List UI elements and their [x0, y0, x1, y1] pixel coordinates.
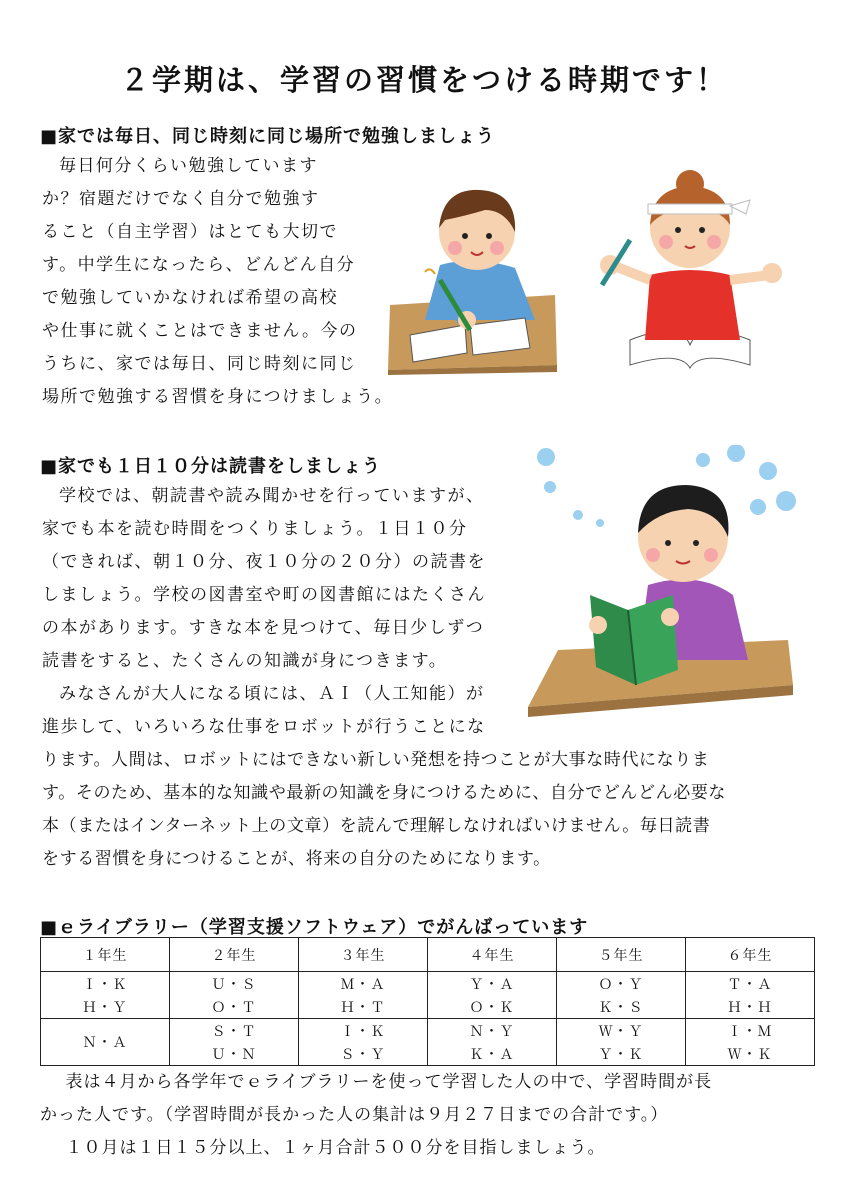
grade-header: ３年生 — [299, 938, 428, 972]
section2-line: 進歩して、いろいろな仕事をロボットが行うことにな — [42, 717, 486, 737]
table-cell: Ｕ・Ｎ — [170, 1042, 299, 1066]
october-goal-note: １０月は１日１５分以上、１ヶ月合計５００分を目指しましょう。 — [65, 1138, 606, 1158]
table-cell: Ｋ・Ｓ — [557, 995, 686, 1019]
table-row — [41, 972, 815, 996]
section1-line: か？宿題だけでなく自分で勉強す — [42, 189, 320, 209]
section2-line: みなさんが大人になる頃には、ＡＩ（人工知能）が — [59, 684, 485, 704]
table-cell: Ｙ・Ｋ — [557, 1042, 686, 1066]
grade-header: ５年生 — [557, 938, 686, 972]
section3-heading: ■ｅライブラリー（学習支援ソフトウェア）でがんばっています — [40, 917, 589, 938]
table-cell: Ｗ・Ｋ — [686, 1042, 815, 1066]
table-cell: Ｈ・Ｔ — [299, 995, 428, 1019]
table-cell: Ｉ・Ｍ — [686, 1019, 815, 1043]
section1-line: す。中学生になったら、どんどん自分 — [42, 255, 356, 275]
section1-body — [42, 150, 392, 414]
section2-line: （できれば、朝１０分、夜１０分の２０分）の読書を — [42, 552, 486, 572]
table-cell: Ｋ・Ａ — [428, 1042, 557, 1066]
table-cell: Ｏ・Ｙ — [557, 972, 686, 996]
table-cell: Ｔ・Ａ — [686, 972, 815, 996]
table-cell: Ｈ・Ｈ — [686, 995, 815, 1019]
section2-line: 学校では、朝読書や読み聞かせを行っていますが、 — [59, 486, 485, 506]
section1-line: で勉強していかなければ希望の高校 — [42, 288, 338, 308]
boy-studying-illustration — [385, 170, 560, 375]
section2-body-wide — [42, 744, 832, 876]
section2-line: ります。人間は、ロボットにはできない新しい発想を持つことが大事な時代になりま — [42, 750, 710, 770]
boy-reading-illustration — [528, 445, 808, 725]
section1-line: 場所で勉強する習慣を身につけましょう。 — [42, 387, 394, 407]
section2-line: 家でも本を読む時間をつくりましょう。１日１０分 — [42, 519, 468, 539]
table-cell: Ｓ・Ｔ — [170, 1019, 299, 1043]
table-note-2: かった人です。（学習時間が長かった人の集計は９月２７日までの合計です。） — [40, 1105, 669, 1125]
section1-line: うちに、家では毎日、同じ時刻に同じ — [42, 354, 357, 374]
section2-line: 読書をすると、たくさんの知識が身につきます。 — [42, 651, 448, 671]
table-cell: Ｕ・Ｓ — [170, 972, 299, 996]
section2-line: す。そのため、基本的な知識や最新の知識を身につけるために、自分でどんどん必要な — [42, 783, 727, 803]
table-cell: Ｈ・Ｙ — [41, 995, 170, 1019]
table-note-1: 表は４月から各学年でｅライブラリーを使って学習した人の中で、学習時間が長 — [65, 1072, 713, 1092]
girl-motivated-illustration — [590, 170, 795, 370]
page-title: ２学期は、学習の習慣をつける時期です！ — [119, 63, 728, 97]
table-cell: Ｉ・Ｋ — [41, 972, 170, 996]
table-header-row — [41, 938, 815, 972]
section1-line: 毎日何分くらい勉強しています — [59, 156, 318, 176]
section2-line: 本（またはインターネット上の文章）を読んで理解しなければいけません。毎日読書 — [42, 816, 711, 836]
grade-header: ２年生 — [170, 938, 299, 972]
section2-line: しましょう。学校の図書室や町の図書館にはたくさん — [42, 585, 486, 605]
table-cell: Ｉ・Ｋ — [299, 1019, 428, 1043]
grade-header: ４年生 — [428, 938, 557, 972]
table-cell: Ｏ・Ｋ — [428, 995, 557, 1019]
table-row — [41, 1019, 815, 1043]
table-row — [41, 995, 815, 1019]
grade-header: ６年生 — [686, 938, 815, 972]
section1-line: や仕事に就くことはできません。今の — [42, 321, 358, 341]
table-cell: Ｏ・Ｔ — [170, 995, 299, 1019]
table-cell: Ｓ・Ｙ — [299, 1042, 428, 1066]
section2-line: の本があります。すきな本を見つけて、毎日少しずつ — [42, 618, 485, 638]
table-cell: Ｍ・Ａ — [299, 972, 428, 996]
section2-heading: ■家でも１日１０分は読書をしましょう — [40, 456, 382, 477]
grade-header: １年生 — [41, 938, 170, 972]
section1-heading: ■家では毎日、同じ時刻に同じ場所で勉強しましょう — [40, 126, 496, 147]
table-cell: Ｎ・Ｙ — [428, 1019, 557, 1043]
table-cell: Ｗ・Ｙ — [557, 1019, 686, 1043]
section1-line: ること（自主学習）はとても大切で — [42, 222, 338, 242]
section2-line: をする習慣を身につけることが、将来の自分のためになります。 — [42, 849, 551, 869]
elibrary-ranking-table — [40, 937, 815, 1066]
table-cell: Ｙ・Ａ — [428, 972, 557, 996]
table-cell-merged: Ｎ・Ａ — [41, 1019, 170, 1066]
section2-body-narrow — [42, 480, 532, 744]
